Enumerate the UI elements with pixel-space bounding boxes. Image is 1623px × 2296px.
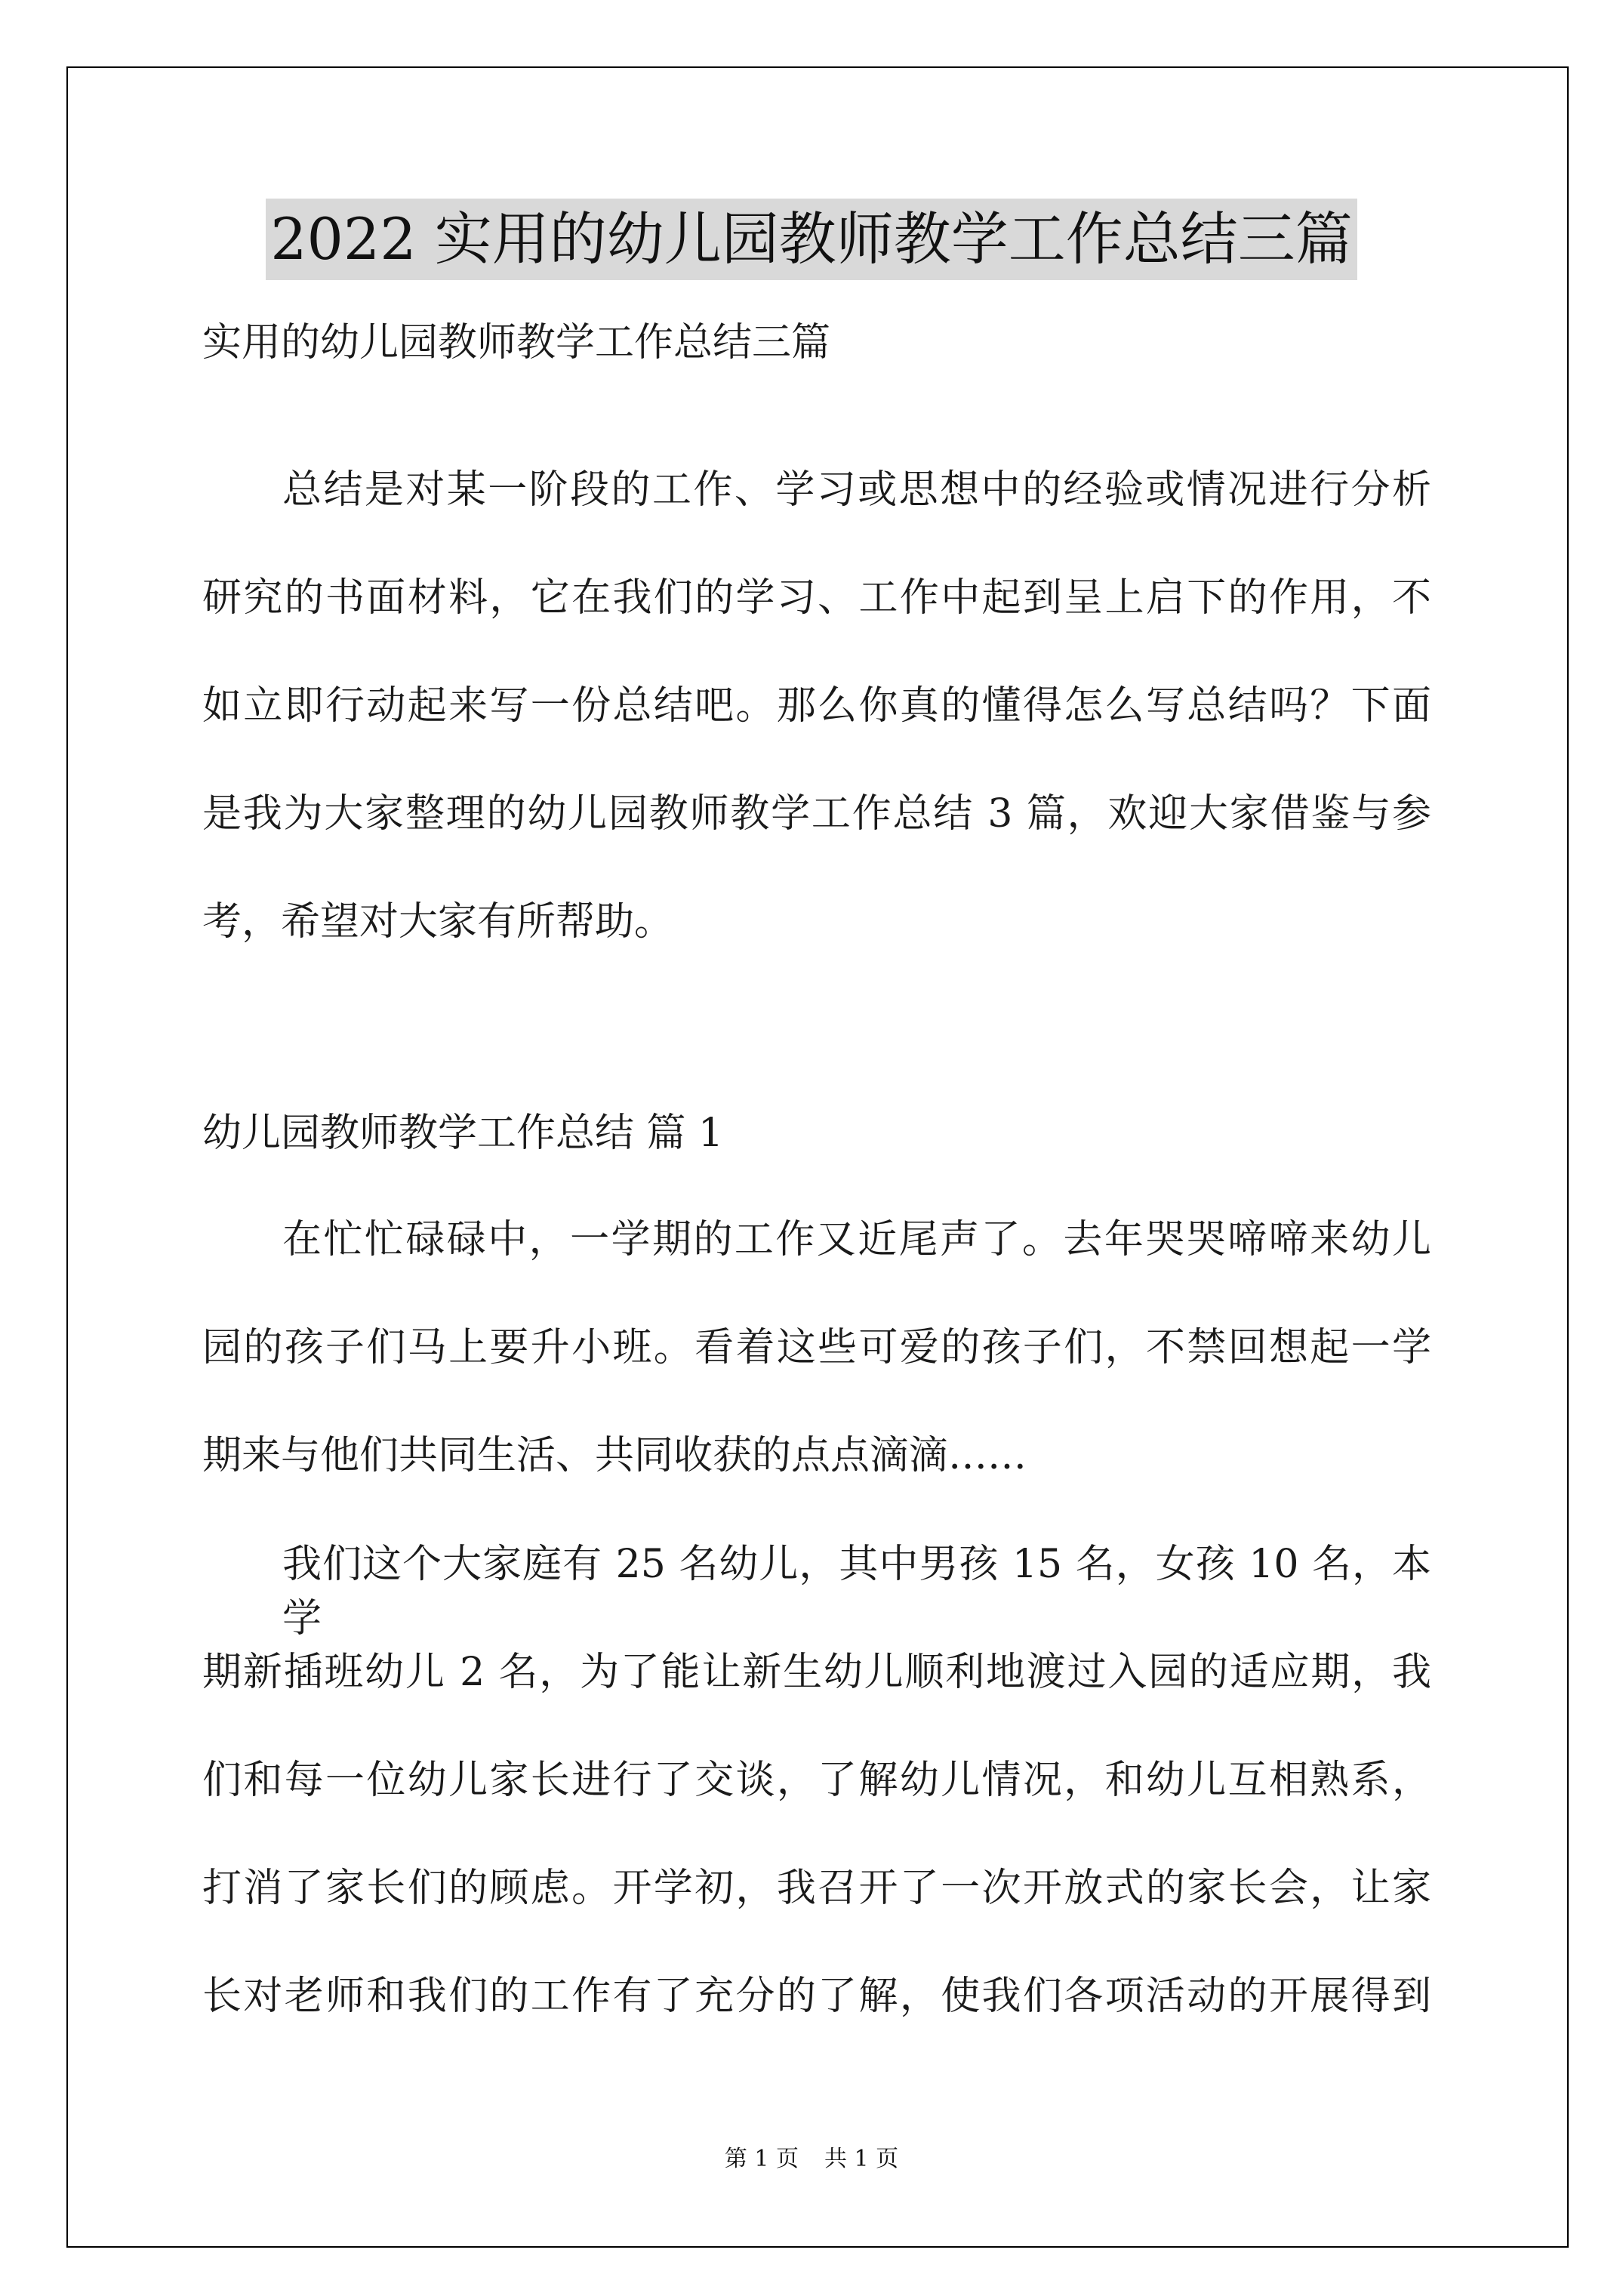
- intro-paragraph-line: 考，希望对大家有所帮助。: [202, 899, 674, 945]
- title-container: [0, 199, 1623, 280]
- paragraph-line: 长对老师和我们的工作有了充分的了解，使我们各项活动的开展得到: [202, 1974, 1431, 2019]
- page-number-current: 第 1 页: [724, 2146, 799, 2172]
- paragraph-line: 我们这个大家庭有 25 名幼儿，其中男孩 15 名，女孩 10 名，本学: [282, 1542, 1431, 1641]
- paragraph-line: 期新插班幼儿 2 名，为了能让新生幼儿顺利地渡过入园的适应期，我: [202, 1650, 1431, 1695]
- document-subtitle: 实用的幼儿园教师教学工作总结三篇: [202, 320, 831, 365]
- page-number-total: 共 1 页: [824, 2146, 899, 2172]
- paragraph-line: 打消了家长们的顾虑。开学初，我召开了一次开放式的家长会，让家: [202, 1866, 1431, 1911]
- paragraph-line: 们和每一位幼儿家长进行了交谈，了解幼儿情况，和幼儿互相熟系，: [202, 1758, 1431, 1803]
- paragraph-line: 在忙忙碌碌中，一学期的工作又近尾声了。去年哭哭啼啼来幼儿: [282, 1217, 1431, 1262]
- intro-paragraph-line: 研究的书面材料，它在我们的学习、工作中起到呈上启下的作用，不: [202, 575, 1431, 621]
- paragraph-line: 期来与他们共同生活、共同收获的点点滴滴……: [202, 1433, 1027, 1478]
- paragraph-line: 园的孩子们马上要升小班。看着这些可爱的孩子们，不禁回想起一学: [202, 1325, 1431, 1370]
- intro-paragraph-line: 是我为大家整理的幼儿园教师教学工作总结 3 篇，欢迎大家借鉴与参: [202, 791, 1431, 837]
- page-footer: [0, 2144, 1623, 2174]
- section-heading: 幼儿园教师教学工作总结 篇 1: [202, 1111, 724, 1156]
- intro-paragraph-line: 如立即行动起来写一份总结吧。那么你真的懂得怎么写总结吗？下面: [202, 683, 1431, 729]
- intro-paragraph-line: 总结是对某一阶段的工作、学习或思想中的经验或情况进行分析: [282, 467, 1431, 513]
- document-title: 2022 实用的幼儿园教师教学工作总结三篇: [266, 199, 1357, 280]
